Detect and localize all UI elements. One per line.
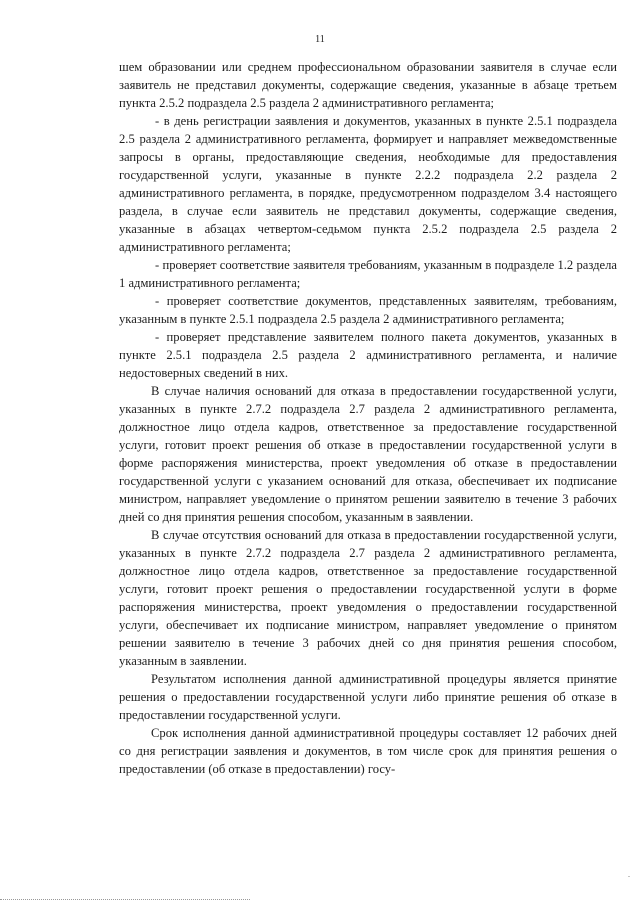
list-item-check-package: - проверяет представление заявителем полного пакета документов, указанных в пункте 2.5.1 подраздела 2.5 раздела 2 административного регламента, и наличие недостоверных сведений в них. [119,330,617,380]
list-item-check-documents: - проверяет соответствие документов, представленных заявителям, требованиям, указанным в пункте 2.5.1 подраздела 2.5 раздела 2 административного регламента; [119,294,617,326]
list-item-check-applicant: - проверяет соответствие заявителя требованиям, указанным в подразделе 1.2 раздела 1 административного регламента; [119,258,617,290]
document-body [119,58,617,778]
corner-mark: . [628,870,630,879]
paragraph-refusal: В случае наличия оснований для отказа в предоставлении государственной услуги, указанных в пункте 2.7.2 подраздела 2.7 раздела 2 административного регламента, должностное лицо отдела кадров, ответственное за предоставление государственной услуги, готовит проект решения об отказе в предоставлении государственной услуги в форме распоряжения министерства, проект уведомления об отказе в предоставлении государственной услуги с указанием оснований для отказа, обеспечивает их подписание министром, направляет уведомление о принятом решении заявителю в течение 3 рабочих дней со дня принятия решения способом, указанным в заявлении. [119,384,617,524]
paragraph-result: Результатом исполнения данной административной процедуры является принятие решения о предоставлении государственной услуги либо принятие решения об отказе в предоставлении государственной услуги. [119,672,617,722]
page-number: 11 [315,34,325,45]
scan-edge-divider [0,899,250,900]
paragraph-continuation: шем образовании или среднем профессиональном образовании заявителя в случае если заявитель не представил документы, содержащие сведения, указанные в абзаце третьем пункта 2.5.2 подраздела 2.5 раздела 2 административного регламента; [119,60,617,110]
paragraph-approval: В случае отсутствия оснований для отказа в предоставлении государственной услуги, указанных в пункте 2.7.2 подраздела 2.7 раздела 2 административного регламента, должностное лицо отдела кадров, ответственное за предоставление государственной услуги, готовит проект решения о предоставлении государственной услуги в форме распоряжения министерства, проект уведомления о предоставлении государственной услуги, обеспечивает их подписание министром, направляет уведомление о принятом решении заявителю в течение 3 рабочих дней со дня принятия решения способом, указанным в заявлении. [119,528,617,668]
paragraph-deadline: Срок исполнения данной административной процедуры составляет 12 рабочих дней со дня регистрации заявления и документов, в том числе срок для принятия решения о предоставлении (об отказе в предоставлении) госу- [119,726,617,776]
list-item-interdepartmental-requests: - в день регистрации заявления и документов, указанных в пункте 2.5.1 подраздела 2.5 раздела 2 административного регламента, формирует и направляет межведомственные запросы в органы, предоставляющие сведения, необходимые для предоставления государственной услуги, указанные в пункте 2.2.2 подраздела 2.2 раздела 2 административного регламента, в порядке, предусмотренном подразделом 3.4 настоящего раздела, в случае если заявитель не представил документы, содержащие сведения, указанные в абзацах четвертом-седьмом пункта 2.5.2 подраздела 2.5 раздела 2 административного регламента; [119,114,617,254]
